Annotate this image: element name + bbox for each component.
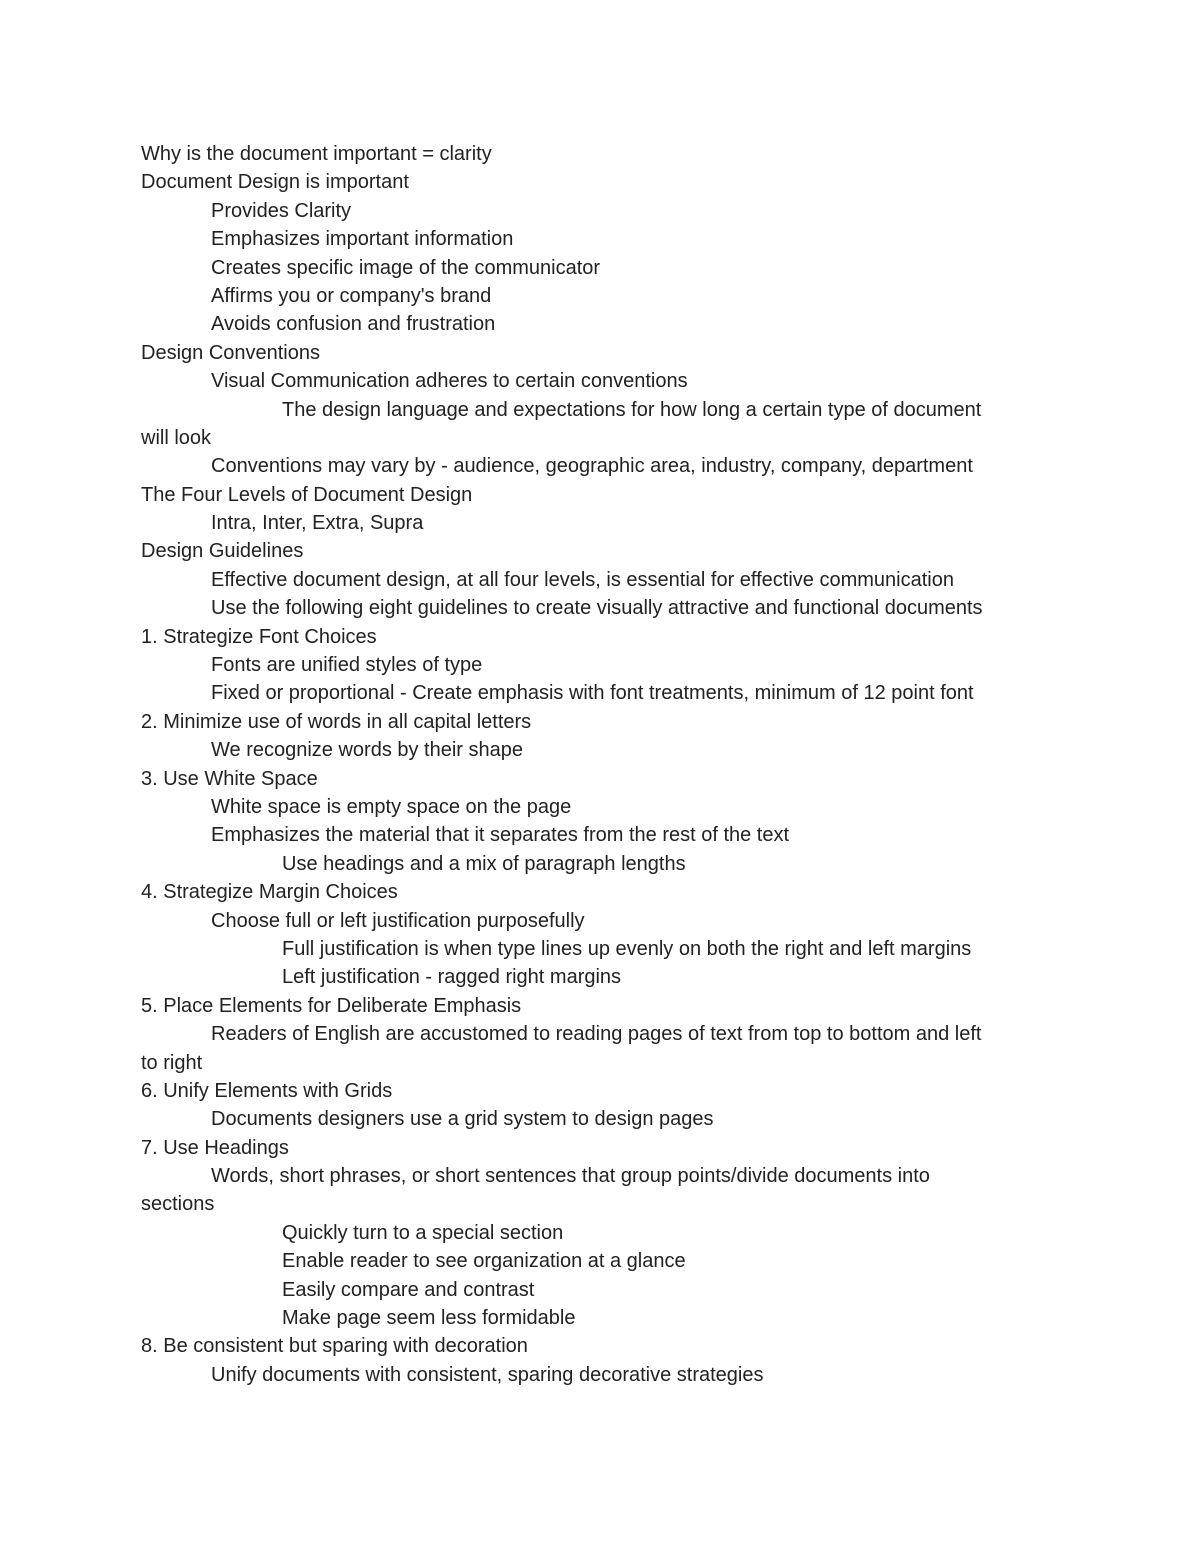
text-line: Left justification - ragged right margins [282, 966, 622, 989]
text-line: sections [141, 1193, 215, 1216]
text-line: 5. Place Elements for Deliberate Emphasis [141, 994, 522, 1017]
text-line: 8. Be consistent but sparing with decoration [141, 1335, 528, 1358]
text-line: Use headings and a mix of paragraph lengths [282, 852, 686, 875]
text-line: will look [141, 426, 212, 449]
text-line: Creates specific image of the communicator [211, 256, 601, 279]
text-line: The design language and expectations for how long a certain type of document [282, 398, 982, 421]
text-line: Quickly turn to a special section [282, 1221, 564, 1244]
text-line: Make page seem less formidable [282, 1307, 576, 1330]
text-line: Design Conventions [141, 341, 320, 364]
text-line: Documents designers use a grid system to design pages [211, 1108, 714, 1131]
text-line: 2. Minimize use of words in all capital letters [141, 710, 532, 733]
text-line: White space is empty space on the page [211, 795, 572, 818]
text-line: Document Design is important [141, 171, 409, 194]
text-line: Provides Clarity [211, 199, 352, 222]
text-line: We recognize words by their shape [211, 739, 524, 762]
text-line: 7. Use Headings [141, 1136, 289, 1159]
text-line: 4. Strategize Margin Choices [141, 881, 398, 904]
text-line: Fixed or proportional - Create emphasis with font treatments, minimum of 12 point font [211, 682, 974, 705]
text-line: Conventions may vary by - audience, geographic area, industry, company, department [211, 455, 973, 478]
text-line: Emphasizes important information [211, 228, 514, 251]
text-line: Words, short phrases, or short sentences that group points/divide documents into [211, 1165, 930, 1188]
text-line: Design Guidelines [141, 540, 304, 563]
text-line: Avoids confusion and frustration [211, 313, 496, 336]
text-line: 6. Unify Elements with Grids [141, 1079, 393, 1102]
text-line: 1. Strategize Font Choices [141, 625, 377, 648]
text-line: Unify documents with consistent, sparing decorative strategies [211, 1363, 764, 1386]
document-body [141, 140, 1061, 1389]
text-line: Intra, Inter, Extra, Supra [211, 512, 424, 535]
text-line: Effective document design, at all four levels, is essential for effective communication [211, 568, 954, 591]
text-line: Easily compare and contrast [282, 1278, 535, 1301]
text-line: Why is the document important = clarity [141, 143, 492, 165]
text-line: Full justification is when type lines up evenly on both the right and left margins [282, 937, 972, 960]
text-line: Use the following eight guidelines to create visually attractive and functional documents [211, 597, 983, 620]
text-line: Readers of English are accustomed to reading pages of text from top to bottom and left [211, 1023, 982, 1046]
text-line: Visual Communication adheres to certain conventions [211, 370, 688, 393]
text-line: to right [141, 1051, 203, 1074]
text-line: 3. Use White Space [141, 767, 318, 790]
text-line: Fonts are unified styles of type [211, 654, 483, 677]
text-line: Choose full or left justification purposefully [211, 909, 585, 932]
text-line: Enable reader to see organization at a glance [282, 1250, 686, 1273]
text-line: Emphasizes the material that it separates from the rest of the text [211, 824, 790, 847]
text-line: Affirms you or company's brand [211, 284, 492, 307]
text-line: The Four Levels of Document Design [141, 483, 473, 506]
